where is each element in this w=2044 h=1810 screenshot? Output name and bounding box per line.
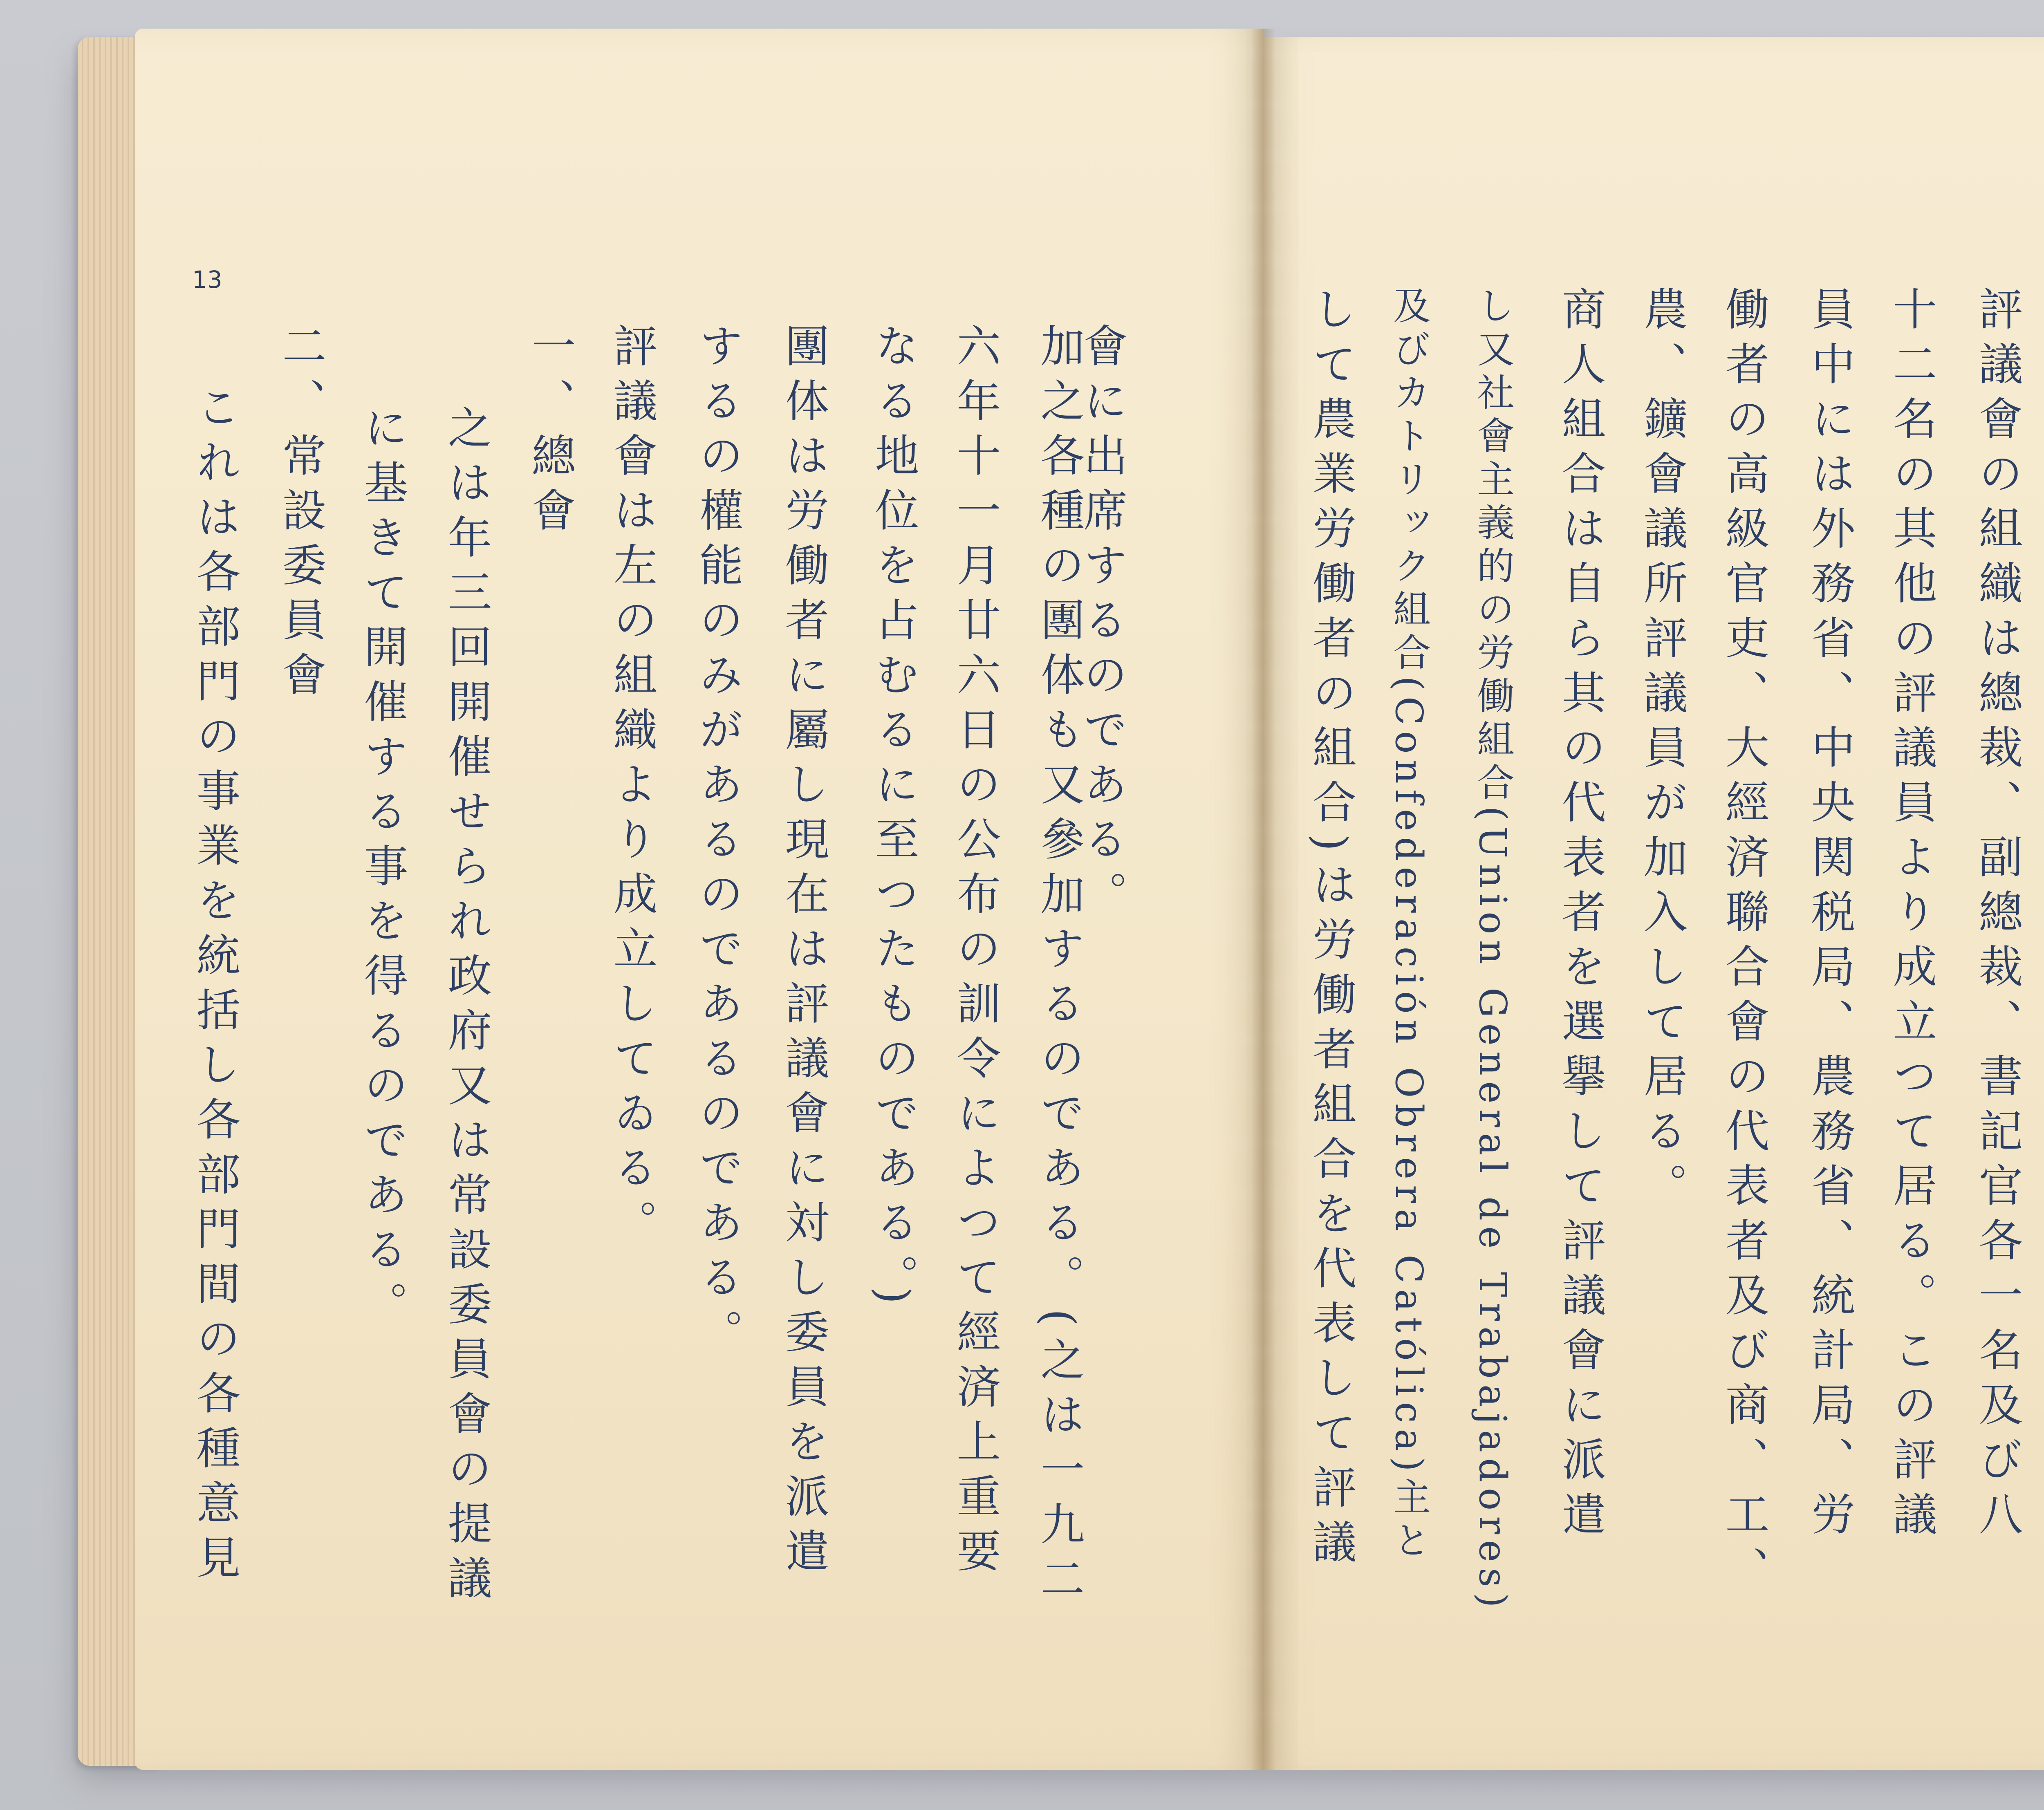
right-column-7: 働者の高級官吏、大經済聯合會の代表者及び商、工、 [1718, 286, 1769, 1601]
right-column-4: 評議會の組織は總裁、副總裁、書記官各一名及び八 [1971, 286, 2022, 1546]
left-column-4: なる地位を占むるに至つたものである。) [867, 323, 919, 1315]
right-column-5: 十二名の其他の評議員より成立つて居る。この評議 [1885, 286, 1936, 1546]
right-column-11: 及びカトリック組合(Confederación Obrera Católica)主と [1387, 286, 1431, 1564]
right-column-9: 商人組合は自ら其の代表者を選擧して評議會に派遣 [1554, 286, 1605, 1546]
left-column-5: 團体は労働者に屬し現在は評議會に対し委員を派遣 [778, 323, 829, 1583]
right-column-12: して農業労働者の組合)は労働者組合を代表して評議 [1305, 286, 1356, 1574]
left-column-3: 六年十一月廿六日の公布の訓令によつて經済上重要 [949, 323, 1000, 1583]
left-column-11: 二、常設委員會 [275, 323, 326, 706]
right-column-10: し又社會主義的の労働組合(Union General de Trabajadores) [1471, 286, 1515, 1613]
left-column-1: 會に出席するのである。 [1076, 323, 1127, 925]
left-column-10: に基きて開催する事を得るのである。 [356, 405, 408, 1336]
book-gutter [1251, 29, 1275, 1770]
left-column-7: 評議會は左の組織より成立してゐる。 [606, 323, 657, 1254]
right-column-6: 員中には外務省、中央関税局、農務省、統計局、労 [1804, 286, 1855, 1546]
left-column-8: 一、總會 [524, 323, 575, 542]
left-column-9: 之は年三回開催せられ政府又は常設委員會の提議 [440, 405, 491, 1610]
left-column-2: 加之各種の團体も又參加するのである。(之は一九二 [1033, 323, 1084, 1611]
page-number-left: 13 [192, 266, 222, 293]
left-column-12: これは各部門の事業を統括し各部門間の各種意見 [189, 384, 240, 1589]
left-column-6: するの權能のみがあるのであるのである。 [692, 323, 743, 1364]
right-column-8: 農、鑛會議所評議員が加入して居る。 [1636, 286, 1687, 1217]
